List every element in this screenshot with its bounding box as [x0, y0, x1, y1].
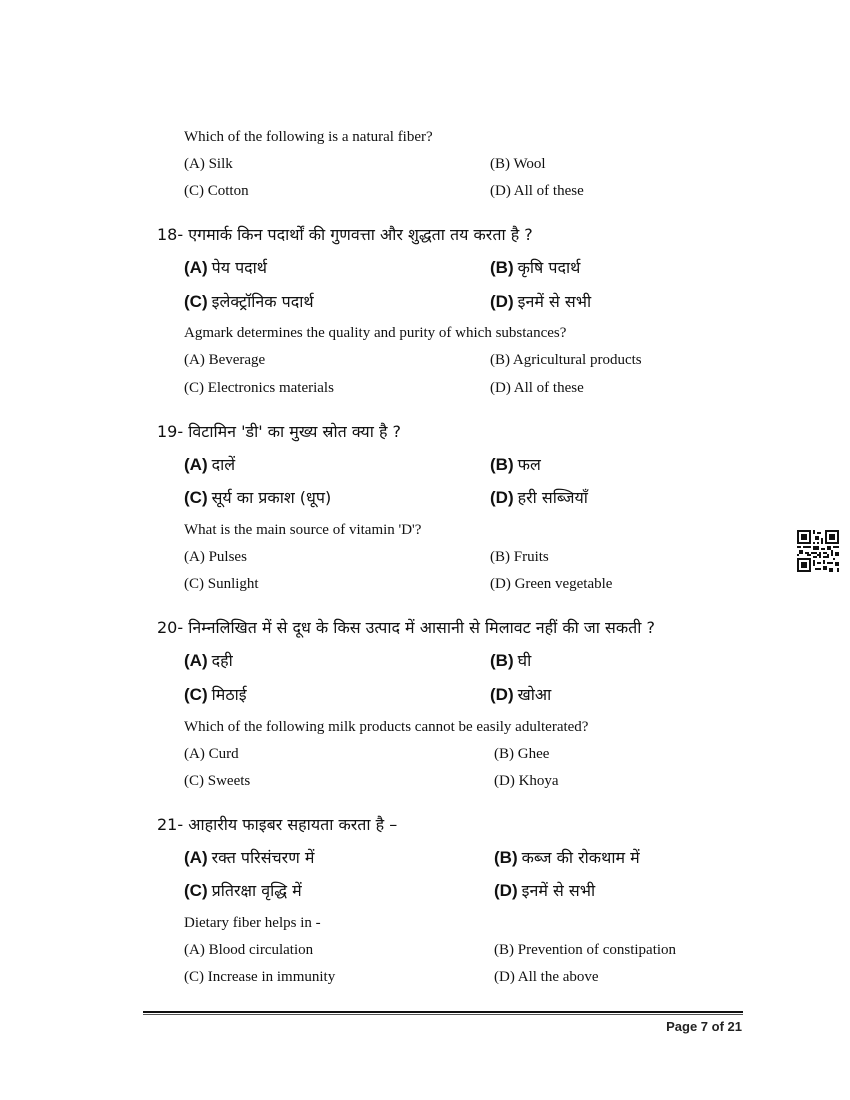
q18-option-b-en: (B) Agricultural products	[490, 352, 642, 368]
option-text: खोआ	[517, 685, 552, 704]
q20-option-a-hi	[184, 650, 233, 672]
q19-option-d-hi	[490, 487, 588, 509]
q20-question-hi: 20- निम्नलिखित में से दूध के किस उत्पाद में आसानी से मिलावट नहीं की जा सकती ?	[157, 618, 655, 637]
q20-option-c-hi	[184, 684, 247, 706]
q17-option-a-en: (A) Silk	[184, 156, 233, 172]
option-tag: (A)	[184, 651, 208, 670]
option-tag: (C)	[184, 685, 208, 704]
q18-option-a-en: (A) Beverage	[184, 352, 266, 368]
q21-option-c-hi	[184, 880, 302, 902]
qr-code	[797, 530, 839, 572]
footer-rule	[143, 1011, 743, 1013]
option-tag: (C)	[184, 881, 208, 900]
option-tag: (D)	[490, 488, 514, 507]
option-text: मिठाई	[211, 685, 247, 704]
option-text: इलेक्ट्रॉनिक पदार्थ	[211, 292, 314, 311]
option-text: हरी सब्जियाँ	[517, 488, 588, 507]
page-number: Page 7 of 21	[666, 1019, 742, 1034]
option-text: दही	[211, 651, 233, 670]
option-tag: (C)	[184, 488, 208, 507]
option-tag: (D)	[490, 685, 514, 704]
option-text: इनमें से सभी	[521, 881, 596, 900]
option-text: प्रतिरक्षा वृद्धि में	[211, 881, 302, 900]
option-tag: (C)	[184, 292, 208, 311]
q21-option-d-hi	[494, 880, 595, 902]
option-tag: (A)	[184, 258, 208, 277]
q18-option-d-hi	[490, 291, 591, 313]
q20-option-a-en: (A) Curd	[184, 746, 239, 762]
option-text: कृषि पदार्थ	[517, 258, 581, 277]
q18-question-hi: 18- एगमार्क किन पदार्थों की गुणवत्ता और शुद्धता तय करता है ?	[157, 225, 533, 244]
option-text: इनमें से सभी	[517, 292, 592, 311]
q17-question-en: Which of the following is a natural fiber?	[184, 129, 433, 145]
q17-option-c-en: (C) Cotton	[184, 183, 249, 199]
q19-option-a-hi	[184, 454, 235, 476]
footer-rule-secondary	[143, 1014, 743, 1015]
option-tag: (B)	[490, 455, 514, 474]
q19-option-c-hi	[184, 487, 331, 509]
q20-option-d-hi	[490, 684, 551, 706]
option-text: घी	[517, 651, 532, 670]
q19-question-en: What is the main source of vitamin 'D'?	[184, 522, 422, 538]
q18-question-en: Agmark determines the quality and purity of which substances?	[184, 325, 567, 341]
option-tag: (A)	[184, 848, 208, 867]
q19-option-b-hi	[490, 454, 541, 476]
option-text: दालें	[211, 455, 236, 474]
q19-option-c-en: (C) Sunlight	[184, 576, 259, 592]
q20-option-c-en: (C) Sweets	[184, 773, 251, 789]
q21-question-hi: 21- आहारीय फाइबर सहायता करता है –	[157, 815, 398, 834]
q20-option-b-hi	[490, 650, 531, 672]
q21-option-a-en: (A) Blood circulation	[184, 942, 314, 958]
option-tag: (B)	[490, 258, 514, 277]
q18-option-a-hi	[184, 257, 267, 279]
q21-option-c-en: (C) Increase in immunity	[184, 969, 336, 985]
q17-option-b-en: (B) Wool	[490, 156, 546, 172]
option-text: कब्ज की रोकथाम में	[521, 848, 640, 867]
q20-question-en: Which of the following milk products cannot be easily adulterated?	[184, 719, 589, 735]
q18-option-b-hi	[490, 257, 580, 279]
option-tag: (B)	[490, 651, 514, 670]
option-text: फल	[517, 455, 541, 474]
q21-option-b-en: (B) Prevention of constipation	[494, 942, 677, 958]
q17-option-d-en: (D) All of these	[490, 183, 584, 199]
q19-question-hi: 19- विटामिन 'डी' का मुख्य स्रोत क्या है ?	[157, 422, 402, 441]
option-tag: (B)	[494, 848, 518, 867]
q18-option-c-hi	[184, 291, 314, 313]
q20-option-d-en: (D) Khoya	[494, 773, 559, 789]
q21-option-d-en: (D) All the above	[494, 969, 599, 985]
q18-option-d-en: (D) All of these	[490, 380, 584, 396]
q21-question-en: Dietary fiber helps in -	[184, 915, 321, 931]
q19-option-a-en: (A) Pulses	[184, 549, 247, 565]
q19-option-d-en: (D) Green vegetable	[490, 576, 613, 592]
q21-option-b-hi	[494, 847, 640, 869]
q21-option-a-hi	[184, 847, 314, 869]
option-text: सूर्य का प्रकाश (धूप)	[211, 488, 332, 507]
option-text: रक्त परिसंचरण में	[211, 848, 315, 867]
option-text: पेय पदार्थ	[211, 258, 268, 277]
q19-option-b-en: (B) Fruits	[490, 549, 549, 565]
option-tag: (A)	[184, 455, 208, 474]
option-tag: (D)	[490, 292, 514, 311]
q20-option-b-en: (B) Ghee	[494, 746, 550, 762]
q18-option-c-en: (C) Electronics materials	[184, 380, 334, 396]
option-tag: (D)	[494, 881, 518, 900]
